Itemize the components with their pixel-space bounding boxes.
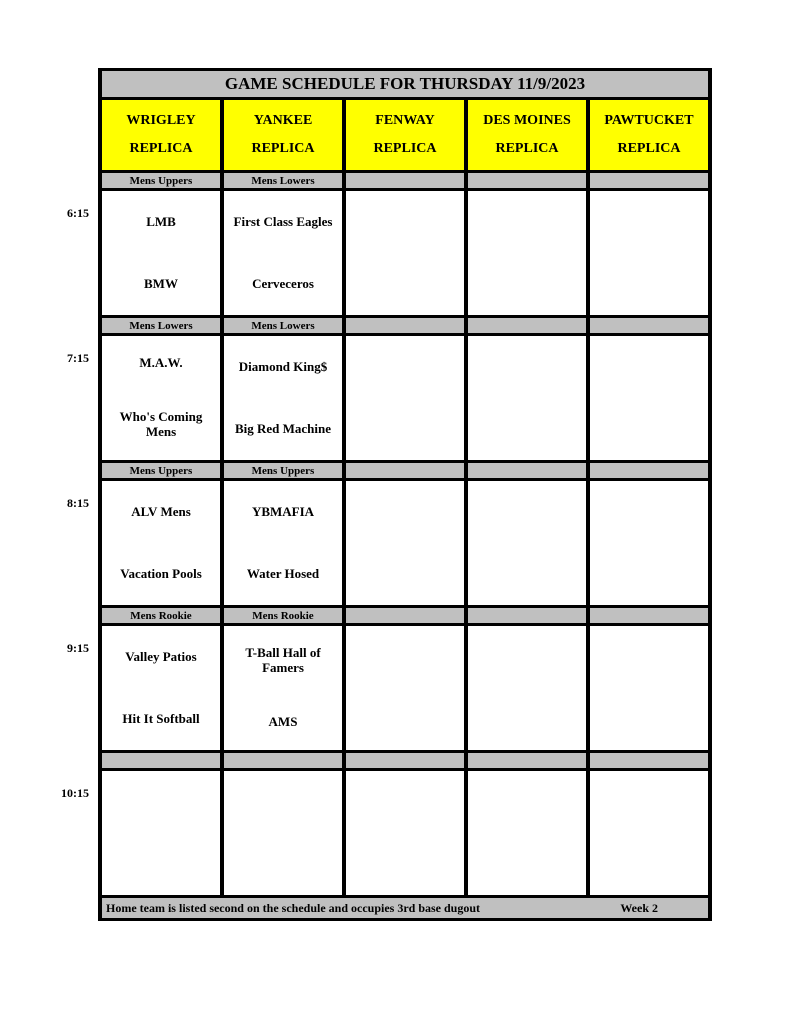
game-cell: [100, 335, 222, 462]
division-cell: Mens Lowers: [222, 317, 344, 335]
away-team: YBMAFIA: [251, 503, 315, 519]
home-team: BMW: [144, 275, 178, 291]
away-team: Diamond King$: [238, 358, 328, 374]
away-team: First Class Eagles: [233, 213, 333, 229]
footer-row: [0, 897, 710, 920]
field-name-line: FENWAY: [375, 113, 435, 128]
game-cell: [466, 335, 588, 462]
time-label: 8:15: [67, 495, 89, 510]
footer-note: Home team is listed second on the schedule and occupies 3rd base dugout: [106, 900, 481, 915]
field-name-line: YANKEE: [253, 113, 313, 128]
game-cell: [100, 190, 222, 317]
game-cell: [588, 480, 710, 607]
field-name-line: PAWTUCKET: [604, 113, 694, 128]
field-name-line: REPLICA: [251, 141, 315, 156]
game-cell: [344, 335, 466, 462]
away-team: ALV Mens: [131, 503, 191, 519]
time-gutter: [0, 752, 100, 770]
game-cell: [588, 190, 710, 317]
away-team: Valley Patios: [125, 648, 197, 664]
division-cell: Mens Uppers: [222, 462, 344, 480]
field-header-yankee: [222, 99, 344, 172]
game-cell: [466, 625, 588, 752]
field-header-fenway: [344, 99, 466, 172]
game-cell: [344, 190, 466, 317]
game-cell: [588, 625, 710, 752]
time-label: 7:15: [67, 350, 89, 365]
home-team: Cerveceros: [252, 275, 314, 291]
time-gutter: [0, 172, 100, 190]
page-title: GAME SCHEDULE FOR THURSDAY 11/9/2023: [100, 70, 710, 99]
division-cell: [344, 752, 466, 770]
footer-bar: [100, 897, 710, 920]
field-header-row: [0, 99, 710, 172]
division-cell: [466, 172, 588, 190]
field-header-wrigley: [100, 99, 222, 172]
title-row: [0, 70, 710, 99]
division-row: [0, 607, 710, 625]
division-row: [0, 317, 710, 335]
away-team: LMB: [146, 213, 176, 229]
week-label: Week 2: [620, 900, 658, 915]
away-team: M.A.W.: [139, 354, 183, 370]
time-gutter: [0, 99, 100, 172]
game-cell: [222, 335, 344, 462]
home-team: Vacation Pools: [120, 565, 202, 581]
division-cell: [466, 317, 588, 335]
division-cell: [100, 752, 222, 770]
division-cell: [588, 172, 710, 190]
division-cell: Mens Rookie: [100, 607, 222, 625]
division-cell: Mens Uppers: [100, 172, 222, 190]
time-label: 9:15: [67, 640, 89, 655]
field-name-line: REPLICA: [129, 141, 193, 156]
home-team: Big Red Machine: [234, 420, 332, 436]
division-row: [0, 462, 710, 480]
game-row: [0, 190, 710, 317]
field-name-line: WRIGLEY: [126, 113, 196, 128]
division-cell: [588, 462, 710, 480]
game-cell: [222, 480, 344, 607]
game-cell: [222, 770, 344, 897]
time-gutter: [0, 897, 100, 920]
game-row: [0, 625, 710, 752]
division-cell: Mens Uppers: [100, 462, 222, 480]
game-cell: [344, 770, 466, 897]
division-cell: [344, 317, 466, 335]
game-cell: [344, 625, 466, 752]
game-cell: [466, 190, 588, 317]
game-row: [0, 480, 710, 607]
division-cell: Mens Rookie: [222, 607, 344, 625]
division-cell: [466, 752, 588, 770]
division-cell: [344, 462, 466, 480]
division-cell: [466, 607, 588, 625]
game-cell: [100, 480, 222, 607]
away-team: T-Ball Hall of Famers: [245, 644, 321, 675]
field-name-line: REPLICA: [495, 141, 559, 156]
home-team: AMS: [268, 714, 298, 730]
time-gutter: [0, 607, 100, 625]
game-cell: [588, 335, 710, 462]
field-header-pawtucket: [588, 99, 710, 172]
time-gutter: [0, 317, 100, 335]
schedule-table: [0, 68, 712, 921]
division-cell: [588, 607, 710, 625]
division-row: [0, 172, 710, 190]
home-team: Water Hosed: [246, 565, 320, 581]
field-name-line: DES MOINES: [483, 113, 571, 128]
time-label: 10:15: [61, 785, 89, 800]
division-cell: [344, 607, 466, 625]
field-name-line: REPLICA: [617, 141, 681, 156]
game-cell: [466, 770, 588, 897]
time-gutter: [0, 462, 100, 480]
division-cell: [588, 752, 710, 770]
division-row: [0, 752, 710, 770]
division-cell: [222, 752, 344, 770]
game-cell: [222, 190, 344, 317]
division-cell: [466, 462, 588, 480]
home-team: Who's Coming Mens: [119, 409, 203, 440]
division-cell: [588, 317, 710, 335]
game-row: [0, 335, 710, 462]
game-cell: [100, 625, 222, 752]
game-row: [0, 770, 710, 897]
field-name-line: REPLICA: [373, 141, 437, 156]
division-cell: Mens Lowers: [100, 317, 222, 335]
division-cell: [344, 172, 466, 190]
field-header-des-moines: [466, 99, 588, 172]
home-team: Hit It Softball: [122, 710, 200, 726]
game-cell: [588, 770, 710, 897]
game-cell: [344, 480, 466, 607]
game-cell: [466, 480, 588, 607]
time-gutter: [0, 70, 100, 99]
game-cell: [222, 625, 344, 752]
game-cell: [100, 770, 222, 897]
division-cell: Mens Lowers: [222, 172, 344, 190]
time-label: 6:15: [67, 205, 89, 220]
